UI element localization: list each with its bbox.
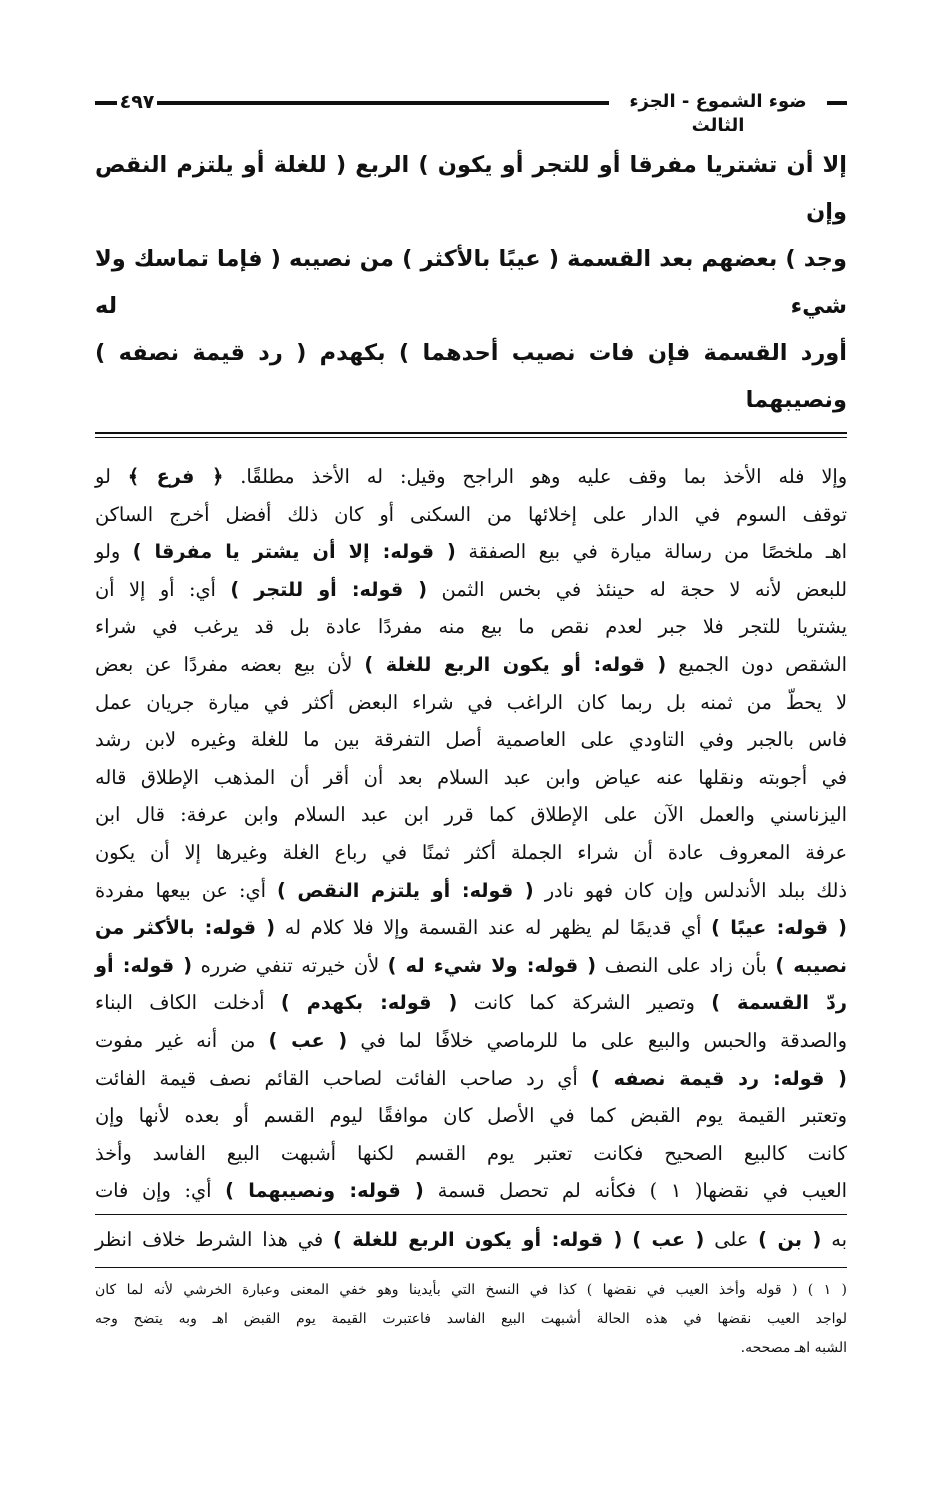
commentary-line bbox=[95, 872, 847, 910]
line-text: وإلا فله الأخذ بما وقف عليه وهو الراجح وقيل: له الأخذ مطلقًا. bbox=[223, 465, 848, 488]
double-divider bbox=[95, 432, 847, 438]
line-text: عرفة المعروف عادة أن شراء الجملة أكثر ثمنًا في رباع الغلة وغيرها إلا أن يكون bbox=[95, 840, 847, 864]
line-text: أي قديمًا لم يظهر له عند القسمة وإلا فلا كلام له bbox=[275, 916, 712, 940]
quoted-lemma: ( قوله: أو bbox=[95, 953, 193, 977]
line-text: لا يحطّ من ثمنه بل ربما كان الراغب في شراء البعض أكثر في ميارة جريان عمل bbox=[95, 690, 847, 714]
page-number: ٤٩٧ bbox=[119, 91, 155, 113]
line-text: العيب في نقضها( ١ ) فكأنه لم تحصل قسمة bbox=[423, 1179, 847, 1203]
header-rule-right bbox=[827, 101, 847, 105]
footnote-line: لواجد العيب نقضها في هذه الحالة أشبهت البيع الفاسد فاعتبرت القيمة يوم القبض اهـ وبه يتضح وجه bbox=[95, 1310, 847, 1327]
line-text: فاس بالجبر وفي التاودي على العاصمية أصل التفرقة بين ما للغلة وغيره لابن رشد bbox=[95, 728, 847, 752]
commentary-line bbox=[95, 796, 847, 834]
commentary-line bbox=[95, 571, 847, 609]
footnote-line: الشبه اهـ مصححه. bbox=[740, 1339, 847, 1356]
quoted-lemma: ( قوله: إلا أن يشتر يا مفرقا ) bbox=[132, 540, 456, 564]
commentary-line bbox=[95, 533, 847, 571]
line-text: لأن بيع بعضه مفردًا عن بعض bbox=[95, 652, 365, 676]
matn-line: وجد ) بعضهم بعد القسمة ( عيبًا بالأكثر ) من نصيبه ( فإما تماسك ولا شيء له bbox=[95, 246, 847, 319]
line-text: ولو bbox=[95, 540, 133, 564]
line-text: في هذا الشرط خلاف انظر bbox=[95, 1227, 333, 1251]
quoted-lemma: ( بن ) bbox=[758, 1227, 822, 1251]
commentary-line bbox=[95, 947, 847, 985]
quoted-lemma: ( عب ) bbox=[632, 1227, 705, 1251]
commentary-carryover bbox=[95, 1221, 847, 1259]
quoted-lemma: ردّ القسمة ) bbox=[711, 991, 847, 1015]
line-text: من أنه غير مفوت bbox=[95, 1028, 269, 1052]
quoted-lemma: ( قوله: عيبًا ) bbox=[711, 916, 847, 940]
carryover-line bbox=[95, 1221, 847, 1259]
quoted-lemma: ( قوله: أو يلتزم النقص ) bbox=[276, 878, 534, 902]
line-text: للبعض لأنه لا حجة له حينئذ في بخس الثمن bbox=[427, 577, 848, 601]
commentary-line bbox=[95, 721, 847, 759]
quoted-lemma: ( قوله: أو يكون الربع للغلة ) bbox=[364, 652, 667, 676]
header-rule-left bbox=[95, 101, 117, 105]
matn-line: إلا أن تشتريا مفرقا أو للتجر أو يكون ) الربع ( للغلة أو يلتزم النقص وإن bbox=[95, 152, 847, 225]
quoted-lemma: ( قوله: رد قيمة نصفه ) bbox=[590, 1066, 847, 1090]
commentary-line bbox=[95, 496, 847, 534]
commentary-line bbox=[95, 1097, 847, 1135]
line-text: لأن خيرته تنفي ضرره bbox=[192, 953, 388, 977]
line-text: اهـ ملخصًا من رسالة ميارة في بيع الصفقة bbox=[455, 540, 848, 564]
commentary-line bbox=[95, 1135, 847, 1173]
footnote-divider bbox=[95, 1267, 847, 1268]
line-text: أي: عن بيعها مفردة bbox=[95, 878, 277, 902]
commentary-line bbox=[95, 759, 847, 797]
quoted-lemma: ( قوله: ونصيبهما ) bbox=[225, 1179, 424, 1203]
line-text: توقف السوم في الدار على إخلائها من السكنى أو كان ذلك أفضل أخرج الساكن bbox=[95, 502, 847, 526]
quoted-lemma: ( قوله: ولا شيء له ) bbox=[387, 953, 597, 977]
quoted-lemma: نصيبه ) bbox=[775, 953, 847, 977]
line-text: والصدقة والحبس والبيع على ما للرماصي خلافًا لما في bbox=[347, 1028, 847, 1052]
line-text: كانت كالبيع الصحيح فكانت تعتبر يوم القسم لكنها أشبهت البيع الفاسد وأخذ bbox=[95, 1141, 847, 1165]
commentary-line bbox=[95, 1022, 847, 1060]
footnote bbox=[95, 1276, 847, 1363]
quoted-lemma: ( قوله: بالأكثر من bbox=[95, 916, 276, 940]
line-text: أي رد صاحب الفائت لصاحب القائم نصف قيمة الفائت bbox=[95, 1066, 591, 1090]
line-text: به bbox=[821, 1227, 847, 1251]
commentary-line bbox=[95, 1172, 847, 1210]
line-text: يشتريا للتجر فلا جبر لعدم نقص ما بيع منه مفردًا عادة بل قد يرغب في شراء bbox=[95, 615, 847, 639]
commentary-text bbox=[95, 458, 847, 1210]
line-text: الشقص دون الجميع bbox=[666, 652, 847, 676]
commentary-line bbox=[95, 684, 847, 722]
line-text: أي: وإن فات bbox=[95, 1179, 226, 1203]
commentary-line bbox=[95, 646, 847, 684]
commentary-line bbox=[95, 834, 847, 872]
line-text: وتصير الشركة كما كانت bbox=[457, 991, 712, 1015]
line-text: بأن زاد على النصف bbox=[596, 953, 776, 977]
line-text: لو bbox=[95, 465, 128, 488]
matn-line: أورد القسمة فإن فات نصيب أحدهما ) بكهدم ( رد قيمة نصفه ) ونصيبهما bbox=[95, 340, 847, 413]
commentary-line bbox=[95, 909, 847, 947]
commentary-line bbox=[95, 608, 847, 646]
book-page bbox=[95, 80, 847, 1363]
quoted-lemma: ( قوله: بكهدم ) bbox=[280, 991, 458, 1015]
line-text: ذلك ببلد الأندلس وإن كان فهو نادر bbox=[533, 878, 847, 902]
matn-text bbox=[95, 142, 847, 424]
commentary-line bbox=[95, 1060, 847, 1098]
line-text: في أجوبته ونقلها عنه عياض وابن عبد السلام بعد أن أقر أن المذهب الإطلاق قاله bbox=[95, 765, 847, 789]
header-title: ضوء الشموع - الجزء الثالث bbox=[629, 91, 807, 136]
commentary-line bbox=[95, 984, 847, 1022]
quoted-lemma: ( قوله: أو يكون الربع للغلة ) bbox=[332, 1227, 623, 1251]
line-text: وتعتبر القيمة يوم القبض كما في الأصل كان موافقًا ليوم القسم أو بعده لأنها وإن bbox=[95, 1104, 847, 1128]
footnote-divider-upper bbox=[95, 1214, 847, 1215]
line-text bbox=[622, 1228, 632, 1251]
running-header bbox=[95, 80, 847, 136]
line-text: على bbox=[704, 1227, 759, 1251]
commentary-line bbox=[95, 458, 847, 496]
quoted-lemma: ﴿ فرع ﴾ bbox=[127, 465, 224, 488]
footnote-line: ( ١ ) ( قوله وأخذ العيب في نقضها ) كذا في النسخ التي بأيدينا وهو خفي المعنى وعبارة الخرشي لأنه لما كان bbox=[95, 1281, 847, 1298]
quoted-lemma: ( قوله: أو للتجر ) bbox=[230, 577, 428, 601]
line-text: أدخلت الكاف البناء bbox=[95, 991, 281, 1015]
header-rule-middle bbox=[157, 101, 609, 105]
quoted-lemma: ( عب ) bbox=[268, 1028, 348, 1052]
line-text: أي: أو إلا أن bbox=[95, 577, 231, 601]
line-text: اليزناسني والعمل الآن على الإطلاق كما قرر ابن عبد السلام وابن عرفة: قال ابن bbox=[95, 803, 847, 827]
